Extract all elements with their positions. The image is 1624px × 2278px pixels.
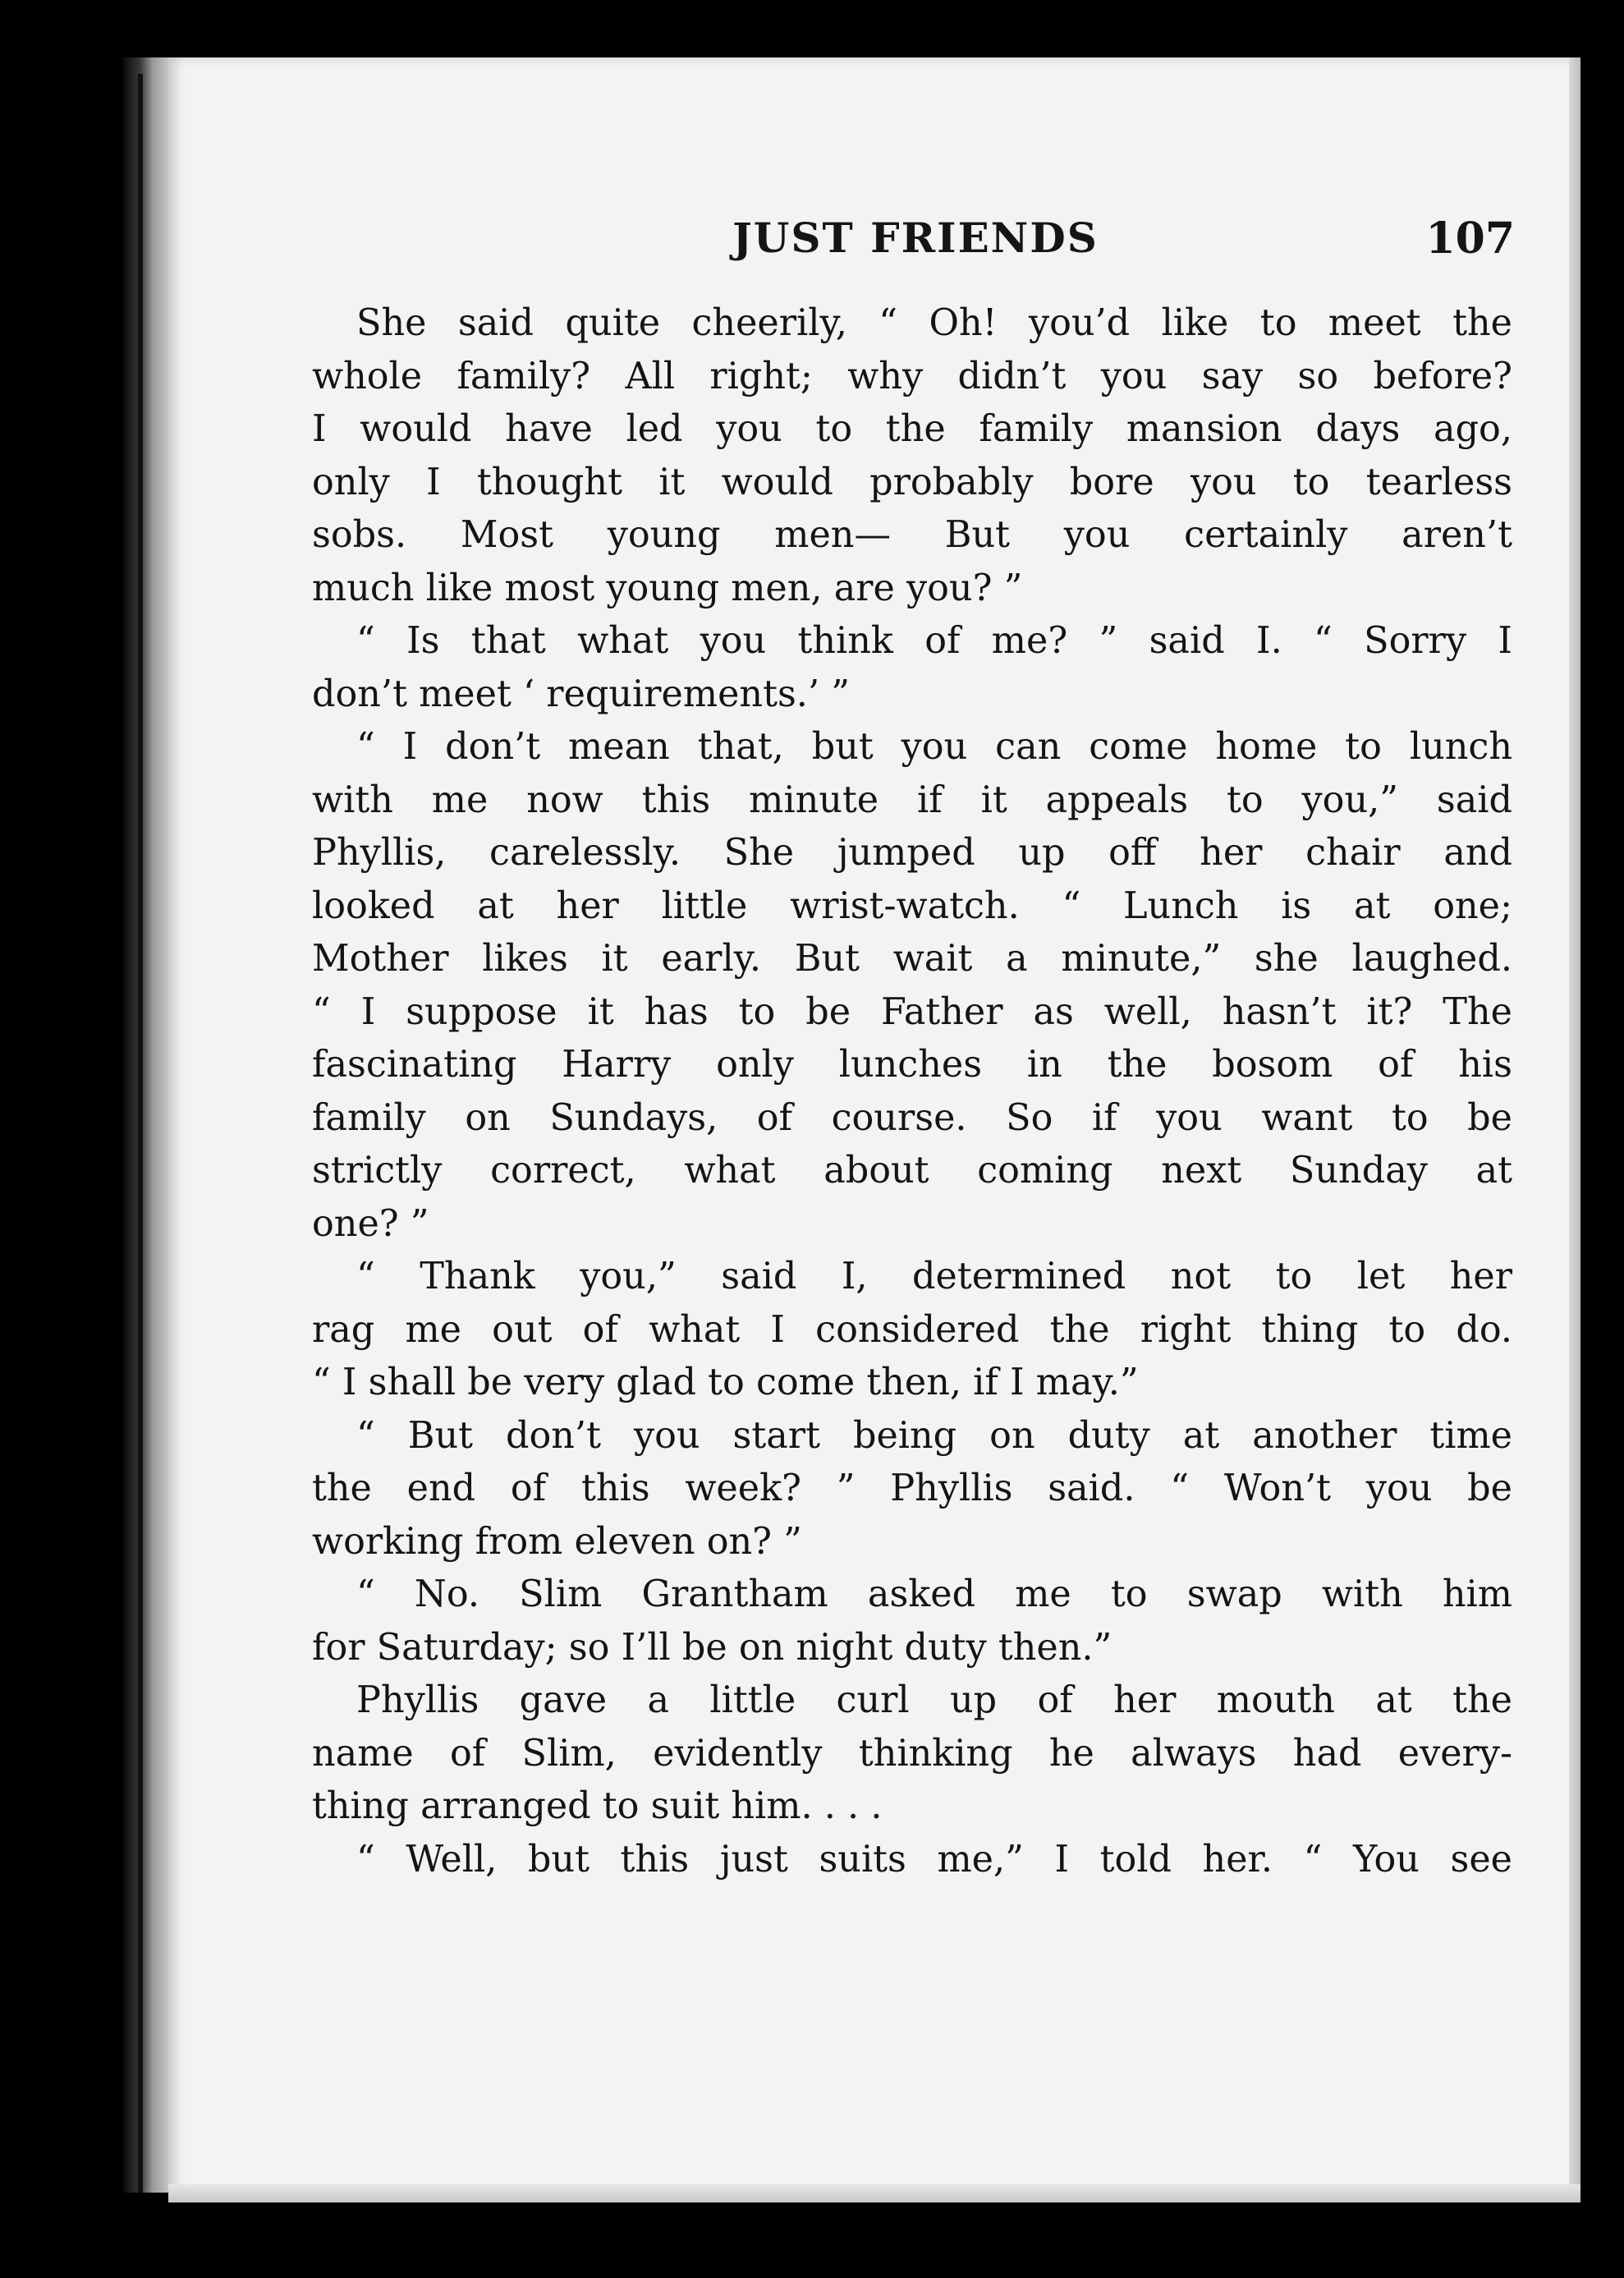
text-line: one? ” bbox=[312, 1202, 429, 1245]
book-page bbox=[168, 57, 1580, 2202]
text-line: looked at her little wrist-watch. “ Lunch is at one; bbox=[312, 884, 1512, 927]
text-line: “ Thank you,” said I, determined not to let her bbox=[356, 1256, 1512, 1297]
running-title: JUST FRIENDS bbox=[732, 214, 1099, 262]
text-line: Phyllis gave a little curl up of her mouth at the bbox=[356, 1679, 1512, 1721]
text-line: “ Is that what you think of me? ” said I. “ Sorry I bbox=[356, 620, 1512, 662]
text-line: fascinating Harry only lunches in the bosom of his bbox=[312, 1044, 1512, 1086]
text-line: “ I suppose it has to be Father as well, hasn’t it? The bbox=[312, 990, 1512, 1033]
gutter-line bbox=[138, 74, 143, 2193]
text-line: She said quite cheerily, “ Oh! you’d like to meet the bbox=[356, 302, 1512, 344]
text-line: “ No. Slim Grantham asked me to swap with him bbox=[356, 1573, 1512, 1615]
text-line: Mother likes it early. But wait a minute,” she laughed. bbox=[312, 938, 1512, 980]
text-line: “ But don’t you start being on duty at another time bbox=[356, 1414, 1512, 1457]
text-line: Phyllis, carelessly. She jumped up off her chair and bbox=[312, 832, 1512, 874]
text-line: strictly correct, what about coming next Sunday at bbox=[312, 1150, 1512, 1192]
page-number: 107 bbox=[1425, 214, 1515, 264]
text-line: name of Slim, evidently thinking he always had every- bbox=[312, 1732, 1512, 1775]
text-line: family on Sundays, of course. So if you want to be bbox=[312, 1096, 1512, 1139]
text-line: “ Well, but this just suits me,” I told her. “ You see bbox=[356, 1838, 1512, 1881]
text-line: only I thought it would probably bore you to tearless bbox=[312, 461, 1512, 503]
page-header bbox=[316, 214, 1515, 279]
text-line: sobs. Most young men— But you certainly aren’t bbox=[312, 514, 1512, 556]
text-line: don’t meet ‘ requirements.’ ” bbox=[312, 673, 850, 715]
book-spine bbox=[123, 57, 172, 2193]
text-line: I would have led you to the family mansion days ago, bbox=[312, 408, 1512, 450]
text-line: for Saturday; so I’ll be on night duty then.” bbox=[312, 1626, 1112, 1669]
text-line: the end of this week? ” Phyllis said. “ Won’t you be bbox=[312, 1467, 1512, 1509]
text-line: whole family? All right; why didn’t you say so before? bbox=[312, 355, 1512, 397]
text-line: “ I shall be very glad to come then, if I may.” bbox=[312, 1362, 1139, 1403]
text-line: working from eleven on? ” bbox=[312, 1520, 802, 1563]
text-line: much like most young men, are you? ” bbox=[312, 567, 1023, 609]
body-text bbox=[312, 297, 1512, 1886]
page-bottom-edge bbox=[168, 2184, 1580, 2202]
text-line: with me now this minute if it appeals to you,” said bbox=[312, 778, 1512, 821]
text-line: thing arranged to suit him. . . . bbox=[312, 1785, 883, 1827]
text-line: rag me out of what I considered the right thing to do. bbox=[312, 1308, 1512, 1351]
page-edge bbox=[1569, 57, 1580, 2202]
text-line: “ I don’t mean that, but you can come home to lunch bbox=[356, 726, 1512, 768]
